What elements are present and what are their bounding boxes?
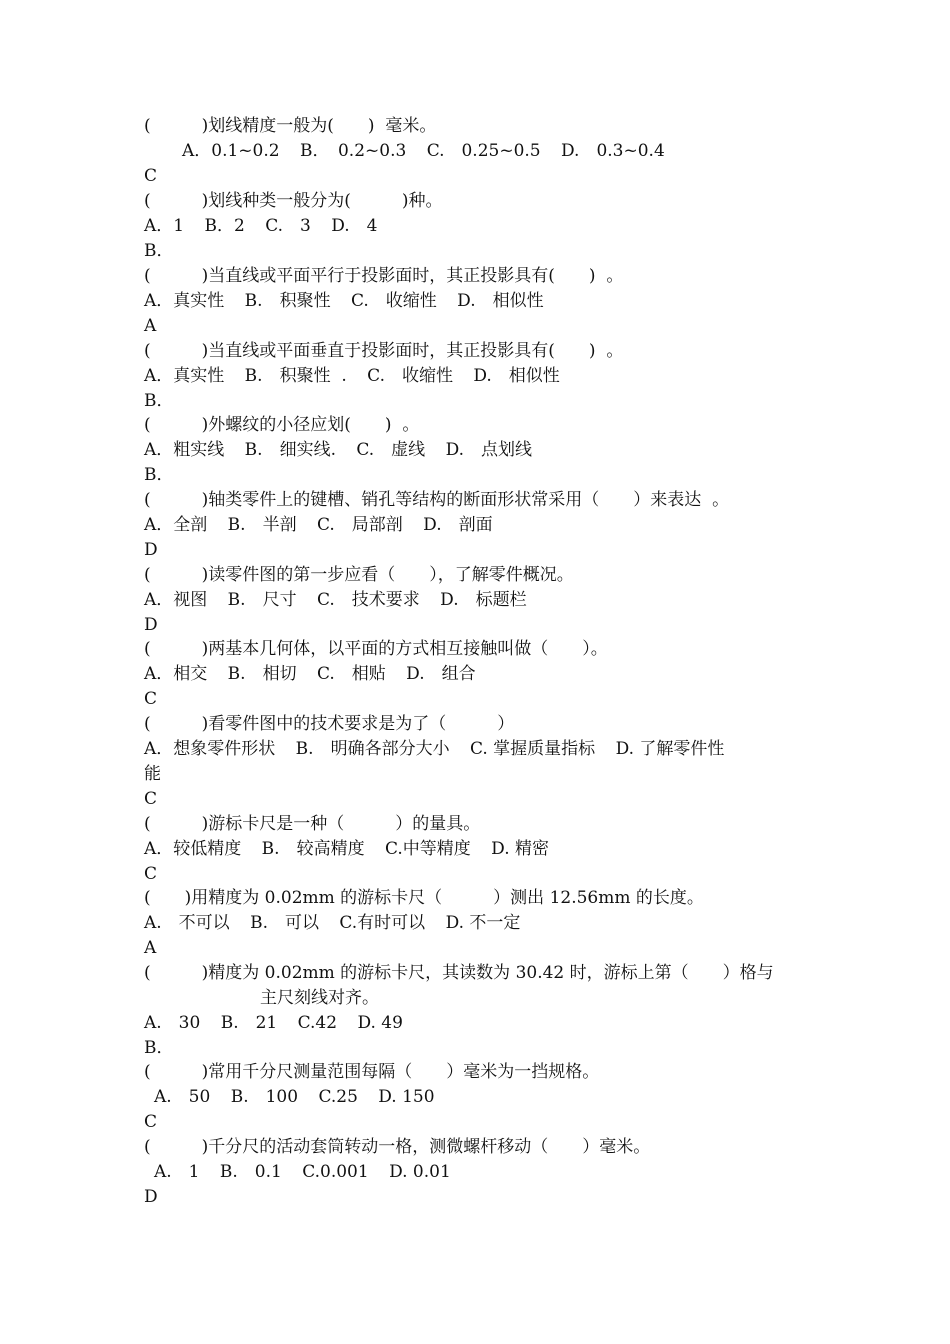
- option: B. 积聚性 .: [244, 366, 347, 386]
- question-stem-continued: 主尺刻线对齐。: [260, 988, 379, 1008]
- option: C.有时可以: [339, 913, 426, 933]
- options-row: [182, 141, 665, 161]
- question-stem: ( )游标卡尺是一种（ ）的量具。: [144, 814, 481, 834]
- option: B. 半剖: [227, 515, 297, 535]
- option: A. 1: [154, 1162, 200, 1182]
- option: C. 0.25~0.5: [426, 141, 541, 161]
- options-continued: 能: [144, 764, 161, 784]
- option: B. 尺寸: [227, 590, 297, 610]
- question-stem: ( )两基本几何体，以平面的方式相互接触叫做（ ）。: [144, 639, 608, 659]
- answer: B．: [144, 465, 174, 485]
- option: B．2: [204, 216, 245, 236]
- option: C. 收缩性: [350, 291, 437, 311]
- answer: D: [144, 540, 158, 560]
- option: C.42: [297, 1013, 338, 1033]
- answer: B．: [144, 241, 174, 261]
- options-row: [154, 1162, 451, 1182]
- options-row: [144, 291, 544, 311]
- options-row: [144, 739, 724, 759]
- options-row: [144, 366, 560, 386]
- option: A. 不可以: [144, 913, 230, 933]
- question-stem: ( )当直线或平面平行于投影面时，其正投影具有( ) 。: [144, 266, 624, 286]
- option: C. 虚线: [356, 440, 426, 460]
- options-row: [144, 216, 377, 236]
- option: C. 相贴: [316, 664, 386, 684]
- question-stem: ( )读零件图的第一步应看（ ），了解零件概况。: [144, 565, 574, 585]
- answer: D: [144, 615, 158, 635]
- option: C.25: [318, 1087, 358, 1107]
- option: C. 掌握质量指标: [469, 739, 596, 759]
- option: B. 较高精度: [261, 839, 365, 859]
- option: D. 组合: [406, 664, 476, 684]
- answer: A: [144, 938, 157, 958]
- question-stem: ( )外螺纹的小径应划( ) 。: [144, 415, 420, 435]
- answer: C: [144, 864, 158, 884]
- option: A. 30: [144, 1013, 201, 1033]
- question-stem: ( )用精度为 0.02mm 的游标卡尺（ ）测出 12.56mm 的长度。: [144, 888, 704, 908]
- answer: B．: [144, 1038, 174, 1058]
- option: C.中等精度: [384, 839, 471, 859]
- options-row: [144, 839, 549, 859]
- question-stem: ( )划线精度一般为( ) 毫米。: [144, 116, 437, 136]
- option: C.0.001: [302, 1162, 369, 1182]
- option: A．真实性: [144, 291, 225, 311]
- option: B． 0.2~0.3: [299, 141, 407, 161]
- option: B. 相切: [227, 664, 297, 684]
- answer: D: [144, 1187, 158, 1207]
- option: D. 150: [378, 1087, 435, 1107]
- option: B. 细实线.: [244, 440, 336, 460]
- option: D. 标题栏: [440, 590, 527, 610]
- option: A．全剖: [144, 515, 208, 535]
- option: D. 相似性: [473, 366, 560, 386]
- option: B. 21: [220, 1013, 278, 1033]
- option: C. 局部剖: [316, 515, 403, 535]
- options-row: [144, 1013, 403, 1033]
- answer: C: [144, 789, 158, 809]
- option: B. 明确各部分大小: [295, 739, 450, 759]
- option: B. 可以: [250, 913, 319, 933]
- option: A．想象零件形状: [144, 739, 276, 759]
- option: A．1: [144, 216, 185, 236]
- option: A．0.1~0.2: [182, 141, 280, 161]
- option: A．真实性: [144, 366, 225, 386]
- options-row: [154, 1087, 435, 1107]
- option: D. 49: [357, 1013, 403, 1033]
- answer: B．: [144, 391, 174, 411]
- options-row: [144, 913, 520, 933]
- option: D. 4: [331, 216, 378, 236]
- option: D. 剖面: [423, 515, 493, 535]
- answer: C: [144, 166, 158, 186]
- answer: C: [144, 1112, 158, 1132]
- option: A．视图: [144, 590, 208, 610]
- option: D. 了解零件性: [615, 739, 725, 759]
- option: D. 点划线: [445, 440, 533, 460]
- option: A．较低精度: [144, 839, 242, 859]
- question-stem: ( )看零件图中的技术要求是为了（ ）: [144, 714, 515, 734]
- question-stem: ( )当直线或平面垂直于投影面时，其正投影具有( ) 。: [144, 341, 624, 361]
- question-stem: ( )精度为 0.02mm 的游标卡尺，其读数为 30.42 时，游标上第（ ）格与: [144, 963, 774, 983]
- option: C. 技术要求: [316, 590, 420, 610]
- question-stem: ( )轴类零件上的键槽、销孔等结构的断面形状常采用（ ）来表达 。: [144, 490, 730, 510]
- option: D. 0.3~0.4: [561, 141, 665, 161]
- option: B. 积聚性: [244, 291, 331, 311]
- option: D. 精密: [491, 839, 550, 859]
- option: D. 0.01: [389, 1162, 451, 1182]
- question-stem: ( )划线种类一般分为( )种。: [144, 191, 443, 211]
- question-stem: ( )千分尺的活动套筒转动一格，测微螺杆移动（ ）毫米。: [144, 1137, 651, 1157]
- options-row: [144, 515, 493, 535]
- option: D. 不一定: [445, 913, 521, 933]
- option: D. 相似性: [457, 291, 544, 311]
- options-row: [144, 440, 532, 460]
- option: A．粗实线: [144, 440, 225, 460]
- answer: C: [144, 689, 158, 709]
- option: B. 0.1: [219, 1162, 282, 1182]
- answer: A: [144, 316, 157, 336]
- options-row: [144, 590, 527, 610]
- option: A. 50: [154, 1087, 211, 1107]
- option: C. 收缩性: [367, 366, 453, 386]
- option: C. 3: [265, 216, 311, 236]
- option: B. 100: [230, 1087, 299, 1107]
- question-stem: ( )常用千分尺测量范围每隔（ ）毫米为一挡规格。: [144, 1062, 600, 1082]
- options-row: [144, 664, 476, 684]
- option: A．相交: [144, 664, 208, 684]
